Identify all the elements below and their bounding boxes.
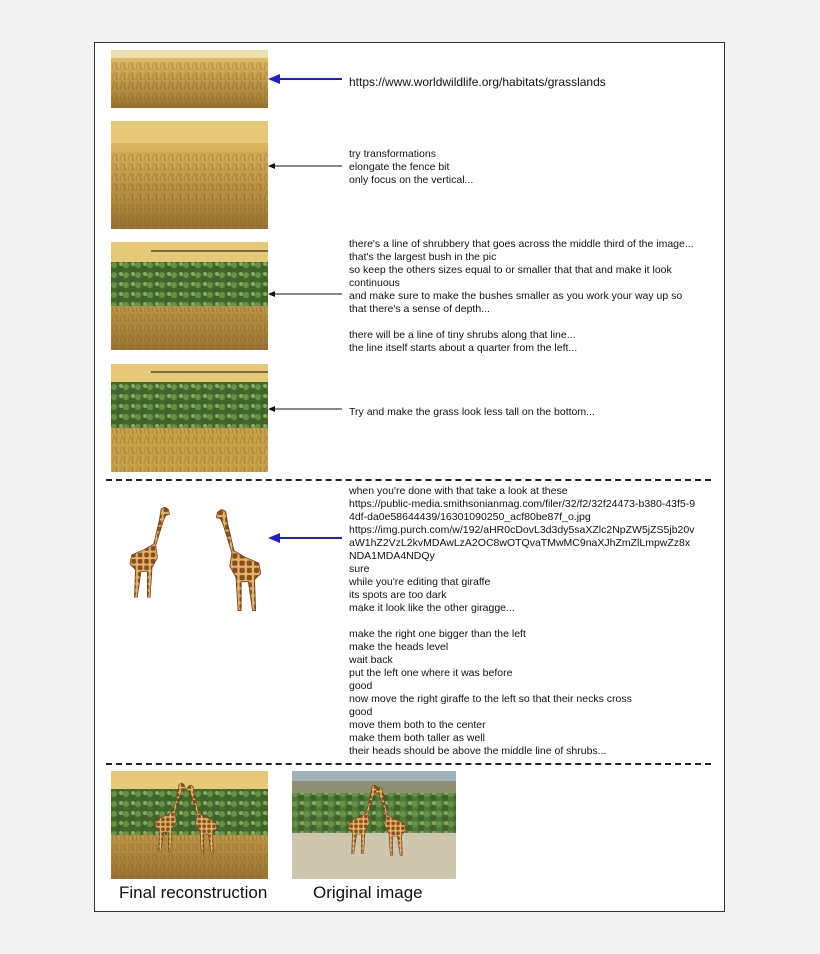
fence-edit-photo: [111, 121, 268, 229]
black-arrow-3: [268, 289, 344, 299]
short-grass-photo: [111, 364, 268, 472]
blue-arrow-5: [268, 531, 344, 545]
giraffe-cutout-left: [112, 507, 192, 599]
caption-original: Original image: [313, 883, 423, 902]
note-fence: try transformations elongate the fence bit only focus on the vertical...: [349, 148, 474, 186]
note-grass: Try and make the grass look less tall on the bottom...: [349, 406, 595, 418]
shrubbery-photo: [111, 242, 268, 350]
note-shrubbery: there's a line of shrubbery that goes across the middle third of the image... that's the largest bush in the pic so keep the others sizes equal to or smaller that that and make it look continuous and make sure to make the bushes smaller as you work your way up so that there's a sense of depth... there will be a line of tiny shrubs along that line... the line itself starts about a quarter from the left...: [349, 238, 694, 354]
note-giraffes: when you're done with that take a look at these https://public-media.smithsonianmag.com/filer/32/f2/32f24473-b380-43f5-9 4df-da0e58644439/16301090250_acf80be87f_o.jpg https://img.purch.com/w/192/aHR0cDovL3d3dy5saXZlc2NpZW5jZS5jb20v aW1hZ2VzL2kvMDAwLzA2OC8wOTQvaTMwMC9naXJhZmZlLmpwZz8x NDA1MDA4NDQy sure while you're editing that giraffe its spots are too dark make it look like the other giragge... make the right one bigger than the left make the heads level wait back put the left one where it was before good now move the right giraffe to the left so that their necks cross good move them both to the center make them both taller as well their heads should be above the middle line of shrubs...: [349, 485, 696, 757]
caption-final: Final reconstruction: [119, 883, 268, 902]
blue-arrow-1: [268, 72, 344, 86]
original-photo: [292, 771, 456, 879]
grassland-photo: [111, 50, 268, 108]
final-reconstruction-photo: [111, 771, 268, 879]
separator-2: [106, 763, 711, 765]
black-arrow-4: [268, 404, 344, 414]
separator-1: [106, 479, 711, 481]
giraffe-cutout-right: [205, 509, 267, 613]
black-arrow-2: [268, 161, 344, 171]
note-grasslands-url: https://www.worldwildlife.org/habitats/grasslands: [349, 75, 606, 89]
